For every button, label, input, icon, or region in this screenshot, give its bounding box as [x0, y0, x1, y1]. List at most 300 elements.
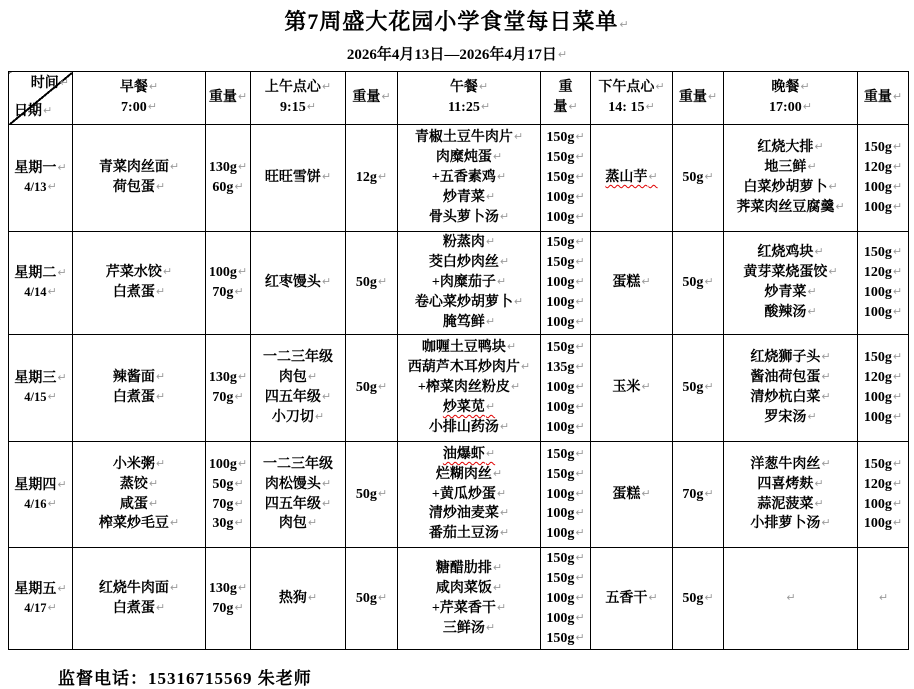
pilcrow-icon: ↵ — [707, 90, 718, 104]
text-line: +五香素鸡↵ — [431, 170, 507, 186]
pilcrow-icon: ↵ — [648, 590, 658, 604]
pilcrow-icon: ↵ — [485, 620, 496, 634]
pilcrow-icon: ↵ — [155, 600, 166, 614]
text-line: 星期四↵ — [14, 477, 67, 493]
text-line: 100g↵ — [208, 456, 248, 472]
pilcrow-icon: ↵ — [147, 100, 157, 113]
lunch-weight-cell — [541, 442, 591, 548]
text-line: 卷心菜炒胡萝卜↵ — [414, 294, 524, 310]
text-line: 小排山药汤↵ — [428, 419, 510, 435]
pilcrow-icon: ↵ — [892, 350, 903, 364]
day-cell — [9, 442, 73, 548]
breakfast-cell — [73, 442, 206, 548]
text-line: +芹菜香干↵ — [431, 600, 507, 616]
header-breakfast-weight — [206, 72, 251, 125]
text-line: 星期三↵ — [14, 371, 67, 387]
pilcrow-icon: ↵ — [807, 160, 817, 174]
pilcrow-icon: ↵ — [321, 496, 332, 510]
am-snack-weight-cell — [346, 335, 398, 442]
pilcrow-icon: ↵ — [575, 446, 585, 460]
text-line: 50g↵ — [355, 486, 388, 502]
pilcrow-icon: ↵ — [47, 496, 57, 510]
pilcrow-icon: ↵ — [377, 380, 388, 394]
pilcrow-icon: ↵ — [321, 390, 332, 403]
supervision-phone: 监督电话：15316715569 朱老师 — [58, 669, 312, 689]
text-line: 130g↵ — [208, 370, 248, 386]
lunch-cell — [398, 548, 541, 650]
dinner-cell — [724, 232, 858, 335]
lunch-weight-cell — [541, 125, 591, 232]
pm-snack-weight-cell — [673, 232, 724, 335]
pilcrow-icon: ↵ — [575, 340, 585, 354]
text-line: 洋葱牛肉丝↵ — [750, 456, 831, 472]
pilcrow-icon: ↵ — [892, 90, 903, 104]
text-line: 白煮蛋↵ — [112, 390, 166, 405]
table-row-friday — [9, 548, 909, 650]
pilcrow-icon: ↵ — [321, 476, 332, 490]
pilcrow-icon: ↵ — [155, 285, 166, 298]
pilcrow-icon: ↵ — [47, 180, 57, 194]
text-line: 50g↵ — [682, 380, 714, 396]
pilcrow-icon: ↵ — [575, 630, 585, 644]
text-line: 60g↵ — [212, 180, 244, 195]
pilcrow-icon: ↵ — [57, 477, 67, 491]
menu-table — [8, 71, 909, 650]
text-line: 炒青菜↵ — [764, 285, 817, 300]
pilcrow-icon: ↵ — [704, 275, 714, 289]
pilcrow-icon: ↵ — [377, 486, 388, 500]
pm-snack-weight-cell — [673, 335, 724, 442]
text-line: 100g↵ — [546, 189, 585, 205]
pilcrow-icon: ↵ — [237, 160, 248, 174]
text-line: 100g↵ — [863, 516, 903, 532]
pilcrow-icon: ↵ — [835, 199, 845, 213]
corner-cell — [9, 72, 73, 125]
text-line: 小米粥↵ — [112, 456, 166, 472]
pilcrow-icon: ↵ — [575, 551, 585, 564]
lunch-cell — [398, 125, 541, 232]
pilcrow-icon: ↵ — [234, 476, 244, 490]
text-line — [859, 589, 907, 609]
pm-snack-cell — [591, 548, 673, 650]
breakfast-weight-cell — [206, 442, 251, 548]
pilcrow-icon: ↵ — [499, 209, 510, 223]
breakfast-cell — [73, 335, 206, 442]
text-line: 100g↵ — [863, 409, 903, 425]
header-pm-snack-weight — [673, 72, 724, 125]
text-line: 小排萝卜汤↵ — [750, 516, 831, 532]
pm-snack-weight-cell — [673, 442, 724, 548]
text-line: 100g↵ — [546, 526, 585, 542]
pilcrow-icon: ↵ — [892, 496, 903, 510]
pilcrow-icon: ↵ — [892, 245, 903, 259]
pilcrow-icon: ↵ — [496, 170, 507, 184]
text-line: 荠菜肉丝豆腐羹↵ — [736, 199, 845, 215]
text-line: 青菜肉丝面↵ — [98, 160, 180, 176]
text-line: 100g↵ — [863, 180, 903, 195]
text-line: 腌笃鲜↵ — [442, 314, 496, 330]
text-line: 150g↵ — [546, 170, 585, 186]
pilcrow-icon: ↵ — [878, 590, 889, 604]
pilcrow-icon: ↵ — [828, 180, 838, 193]
text-line: 热狗↵ — [278, 590, 318, 606]
text-line: 骨头萝卜汤↵ — [428, 209, 510, 225]
text-line: 100g↵ — [546, 610, 585, 626]
lunch-cell — [398, 335, 541, 442]
pm-snack-cell — [591, 232, 673, 335]
pilcrow-icon: ↵ — [499, 419, 510, 433]
text-line: 蛋糕↵ — [612, 486, 651, 502]
text-line: 130g↵ — [208, 580, 248, 596]
text-line: 50g↵ — [355, 275, 388, 291]
text-line: 酸辣汤↵ — [764, 304, 817, 320]
pilcrow-icon: ↵ — [513, 130, 524, 144]
dinner-weight-cell — [858, 335, 909, 442]
pilcrow-icon: ↵ — [641, 275, 651, 289]
dinner-cell — [724, 442, 858, 548]
text-line: 100g↵ — [863, 496, 903, 512]
pilcrow-icon: ↵ — [237, 90, 248, 104]
header-am-snack — [251, 72, 346, 125]
pilcrow-icon: ↵ — [57, 581, 67, 595]
pilcrow-icon: ↵ — [485, 189, 496, 203]
pilcrow-icon: ↵ — [237, 456, 248, 470]
text-line: 100g↵ — [863, 304, 903, 320]
pilcrow-icon: ↵ — [786, 590, 796, 604]
text-line: 一二三年级 — [263, 456, 333, 472]
text-line: 70g↵ — [682, 486, 714, 502]
text-line: 50g↵ — [682, 275, 714, 291]
text-line: 150g↵ — [863, 350, 903, 366]
text-line: 7:00↵ — [121, 100, 157, 115]
pilcrow-icon: ↵ — [557, 48, 568, 61]
pilcrow-icon: ↵ — [575, 590, 585, 604]
pilcrow-icon: ↵ — [234, 496, 244, 510]
header-row — [9, 72, 909, 125]
text-line: 肉糜炖蛋↵ — [435, 150, 503, 166]
header-lunch-weight — [541, 72, 591, 125]
text-line: 肉包↵ — [278, 516, 318, 532]
text-line: 蒜泥菠菜↵ — [757, 496, 824, 512]
header-dinner-weight — [858, 72, 909, 125]
text-line: 清炒杭白菜↵ — [750, 390, 831, 405]
text-line: 红烧大排↵ — [757, 140, 824, 156]
pilcrow-icon: ↵ — [807, 409, 817, 423]
pilcrow-icon: ↵ — [802, 100, 812, 113]
pilcrow-icon: ↵ — [575, 570, 585, 584]
text-line: 150g↵ — [546, 340, 585, 356]
text-line: 重量↵ — [863, 90, 903, 106]
pilcrow-icon: ↵ — [155, 370, 166, 384]
pilcrow-icon: ↵ — [892, 456, 903, 470]
pilcrow-icon: ↵ — [59, 76, 69, 89]
pilcrow-icon: ↵ — [814, 476, 824, 490]
header-dinner — [724, 72, 858, 125]
text-line: 70g↵ — [212, 496, 244, 512]
text-line: 烂糊肉丝↵ — [435, 466, 503, 482]
am-snack-cell — [251, 548, 346, 650]
header-am-snack-weight — [346, 72, 398, 125]
text-line: 小刀切↵ — [271, 409, 325, 425]
text-line: 白煮蛋↵ — [112, 600, 166, 616]
pilcrow-icon: ↵ — [234, 285, 244, 298]
pilcrow-icon: ↵ — [234, 390, 244, 403]
header-pm-snack — [591, 72, 673, 125]
text-line: +黄瓜炒蛋↵ — [431, 486, 507, 502]
text-line: 50g↵ — [682, 590, 714, 606]
pilcrow-icon: ↵ — [234, 516, 244, 530]
text-line — [725, 589, 856, 609]
pilcrow-icon: ↵ — [575, 130, 585, 144]
text-line: 130g↵ — [208, 160, 248, 176]
text-line: 榨菜炒毛豆↵ — [98, 516, 180, 532]
pilcrow-icon: ↵ — [47, 600, 57, 614]
pm-snack-cell — [591, 442, 673, 548]
text-line: 重 — [558, 80, 573, 96]
pilcrow-icon: ↵ — [807, 285, 817, 298]
breakfast-weight-cell — [206, 335, 251, 442]
table-row-wednesday — [9, 335, 909, 442]
breakfast-weight-cell — [206, 548, 251, 650]
table-row-tuesday — [9, 232, 909, 335]
text-line: 罗宋汤↵ — [764, 409, 817, 425]
breakfast-cell — [73, 125, 206, 232]
text-line: 四五年级↵ — [264, 496, 332, 512]
pilcrow-icon: ↵ — [499, 255, 510, 269]
text-line: 清炒油麦菜↵ — [428, 506, 510, 522]
pilcrow-icon: ↵ — [155, 390, 166, 403]
text-line: 旺旺雪饼↵ — [264, 170, 332, 186]
pilcrow-icon: ↵ — [575, 360, 585, 374]
text-line: 150g↵ — [863, 140, 903, 156]
text-line: 粉蒸肉↵ — [442, 235, 496, 251]
text-line: 150g↵ — [546, 255, 585, 271]
pilcrow-icon: ↵ — [619, 18, 630, 31]
text-line: 西葫芦木耳炒肉片↵ — [407, 360, 531, 376]
header-lunch — [398, 72, 541, 125]
text-line: 晚餐↵ — [771, 80, 810, 96]
pilcrow-icon: ↵ — [377, 275, 388, 289]
pilcrow-icon: ↵ — [575, 380, 585, 394]
pilcrow-icon: ↵ — [575, 506, 585, 520]
pilcrow-icon: ↵ — [814, 496, 824, 510]
text-line: 重量↵ — [208, 90, 248, 106]
text-line: 4/14↵ — [24, 285, 57, 300]
pilcrow-icon: ↵ — [307, 370, 318, 384]
dinner-weight-cell — [858, 232, 909, 335]
day-cell — [9, 335, 73, 442]
day-cell — [9, 548, 73, 650]
text-line: 120g↵ — [863, 476, 903, 492]
pilcrow-icon: ↵ — [321, 80, 332, 94]
am-snack-weight-cell — [346, 125, 398, 232]
text-line: 100g↵ — [546, 275, 585, 291]
text-line: 150g↵ — [546, 235, 585, 251]
text-line: 红烧牛肉面↵ — [98, 580, 180, 596]
text-line: 蒸山芋↵ — [605, 170, 658, 186]
pilcrow-icon: ↵ — [506, 340, 517, 354]
text-line: 100g↵ — [546, 399, 585, 415]
text-line: 50g↵ — [682, 170, 714, 186]
pilcrow-icon: ↵ — [645, 100, 655, 113]
pilcrow-icon: ↵ — [485, 235, 496, 249]
pilcrow-icon: ↵ — [496, 486, 507, 500]
pilcrow-icon: ↵ — [821, 516, 831, 530]
pilcrow-icon: ↵ — [377, 590, 388, 604]
text-line: 70g↵ — [212, 390, 244, 405]
pm-snack-cell — [591, 125, 673, 232]
text-line: 地三鲜↵ — [764, 160, 817, 176]
am-snack-cell — [251, 335, 346, 442]
pilcrow-icon: ↵ — [237, 370, 248, 384]
am-snack-cell — [251, 232, 346, 335]
am-snack-weight-cell — [346, 232, 398, 335]
text-line: 30g↵ — [212, 516, 244, 532]
header-breakfast — [73, 72, 206, 125]
table-row-monday — [9, 125, 909, 232]
pilcrow-icon: ↵ — [492, 580, 503, 594]
pilcrow-icon: ↵ — [169, 516, 180, 530]
text-line: 17:00↵ — [769, 100, 812, 115]
text-line: 肉松馒头↵ — [264, 476, 332, 492]
pilcrow-icon: ↵ — [641, 486, 651, 500]
text-line: 番茄土豆汤↵ — [428, 526, 510, 542]
text-line: +肉糜茄子↵ — [431, 275, 507, 291]
pilcrow-icon: ↵ — [575, 399, 585, 413]
pilcrow-icon: ↵ — [821, 456, 831, 470]
pilcrow-icon: ↵ — [568, 100, 578, 113]
pilcrow-icon: ↵ — [575, 235, 585, 249]
pilcrow-icon: ↵ — [821, 390, 831, 403]
pilcrow-icon: ↵ — [892, 180, 903, 193]
pilcrow-icon: ↵ — [47, 390, 57, 404]
corner-label-date: 日期↵ — [14, 104, 53, 120]
pilcrow-icon: ↵ — [575, 610, 585, 624]
text-line: 11:25↵ — [447, 100, 491, 115]
text-line: 100g↵ — [546, 209, 585, 225]
text-line: 100g↵ — [546, 314, 585, 330]
text-line: 120g↵ — [863, 265, 903, 281]
pilcrow-icon: ↵ — [307, 590, 318, 604]
text-line: 12g↵ — [355, 170, 388, 186]
text-line: 4/15↵ — [24, 390, 57, 405]
pilcrow-icon: ↵ — [492, 560, 503, 574]
text-line: 咸蛋↵ — [119, 496, 159, 512]
pilcrow-icon: ↵ — [47, 285, 57, 299]
pilcrow-icon: ↵ — [892, 285, 903, 298]
pilcrow-icon: ↵ — [57, 371, 67, 385]
pilcrow-icon: ↵ — [821, 370, 831, 384]
pilcrow-icon: ↵ — [892, 140, 903, 154]
day-cell — [9, 232, 73, 335]
pilcrow-icon: ↵ — [43, 104, 53, 118]
text-line: 蒸饺↵ — [119, 476, 159, 492]
text-line: 100g↵ — [546, 419, 585, 435]
pilcrow-icon: ↵ — [892, 390, 903, 403]
text-line: 14: 15↵ — [608, 100, 655, 115]
pilcrow-icon: ↵ — [155, 456, 166, 470]
text-line: 白菜炒胡萝卜↵ — [743, 180, 838, 195]
text-line: 蛋糕↵ — [612, 275, 651, 291]
text-line: 三鲜汤↵ — [442, 620, 496, 636]
pilcrow-icon: ↵ — [513, 294, 524, 308]
text-line: 炒菜苋↵ — [442, 399, 496, 415]
dinner-cell — [724, 335, 858, 442]
text-line: 150g↵ — [546, 130, 585, 146]
text-line: 70g↵ — [212, 285, 244, 300]
text-line: 星期五↵ — [14, 581, 67, 597]
pilcrow-icon: ↵ — [575, 209, 585, 223]
pilcrow-icon: ↵ — [148, 496, 159, 510]
pilcrow-icon: ↵ — [704, 486, 714, 500]
text-line: 4/17↵ — [24, 600, 57, 615]
text-line: 100g↵ — [546, 380, 585, 396]
text-line: 肉包↵ — [278, 370, 318, 386]
text-line: 100g↵ — [546, 486, 585, 502]
dinner-weight-cell — [858, 548, 909, 650]
pilcrow-icon: ↵ — [148, 476, 159, 490]
pilcrow-icon: ↵ — [892, 516, 903, 530]
pilcrow-icon: ↵ — [704, 170, 714, 184]
breakfast-cell — [73, 548, 206, 650]
text-line: 咖喱土豆鸭块↵ — [421, 340, 517, 356]
pilcrow-icon: ↵ — [492, 466, 503, 480]
text-line: 茭白炒肉丝↵ — [428, 255, 510, 271]
pilcrow-icon: ↵ — [575, 189, 585, 203]
pilcrow-icon: ↵ — [314, 409, 325, 423]
lunch-weight-cell — [541, 232, 591, 335]
text-line: 红烧鸡块↵ — [757, 245, 824, 261]
pilcrow-icon: ↵ — [237, 580, 248, 594]
text-line: 4/13↵ — [24, 180, 57, 195]
pilcrow-icon: ↵ — [321, 170, 332, 184]
text-line: 量↵ — [553, 100, 578, 115]
pilcrow-icon: ↵ — [575, 255, 585, 269]
pilcrow-icon: ↵ — [499, 506, 510, 520]
text-line: 上午点心↵ — [264, 80, 332, 96]
pilcrow-icon: ↵ — [234, 180, 244, 193]
pilcrow-icon: ↵ — [575, 275, 585, 289]
text-line: 100g↵ — [546, 294, 585, 310]
text-line: 重量↵ — [352, 90, 391, 106]
text-line: 150g↵ — [863, 456, 903, 472]
pilcrow-icon: ↵ — [57, 161, 67, 175]
text-line: 70g↵ — [212, 600, 244, 616]
am-snack-cell — [251, 442, 346, 548]
text-line: +榨菜肉丝粉皮↵ — [417, 380, 521, 396]
pilcrow-icon: ↵ — [892, 409, 903, 423]
pilcrow-icon: ↵ — [814, 140, 824, 154]
text-line: 120g↵ — [863, 370, 903, 386]
text-line: 一二三年级 — [263, 350, 333, 366]
text-line: 黄芽菜烧蛋饺↵ — [743, 265, 838, 281]
text-line: 150g↵ — [546, 446, 585, 462]
text-line: 星期一↵ — [14, 161, 67, 177]
pilcrow-icon: ↵ — [237, 265, 248, 279]
dinner-cell — [724, 125, 858, 232]
pilcrow-icon: ↵ — [485, 314, 496, 328]
pilcrow-icon: ↵ — [814, 245, 824, 259]
pilcrow-icon: ↵ — [575, 526, 585, 540]
corner-label-time: 时间↵ — [30, 76, 69, 91]
pilcrow-icon: ↵ — [704, 380, 714, 394]
pilcrow-icon: ↵ — [575, 419, 585, 433]
pilcrow-icon: ↵ — [321, 275, 332, 289]
text-line: 红枣馒头↵ — [264, 275, 332, 291]
page-title: 第7周盛大花园小学食堂每日菜单↵ — [284, 9, 630, 34]
text-line: 100g↵ — [863, 390, 903, 405]
dinner-weight-cell — [858, 125, 909, 232]
